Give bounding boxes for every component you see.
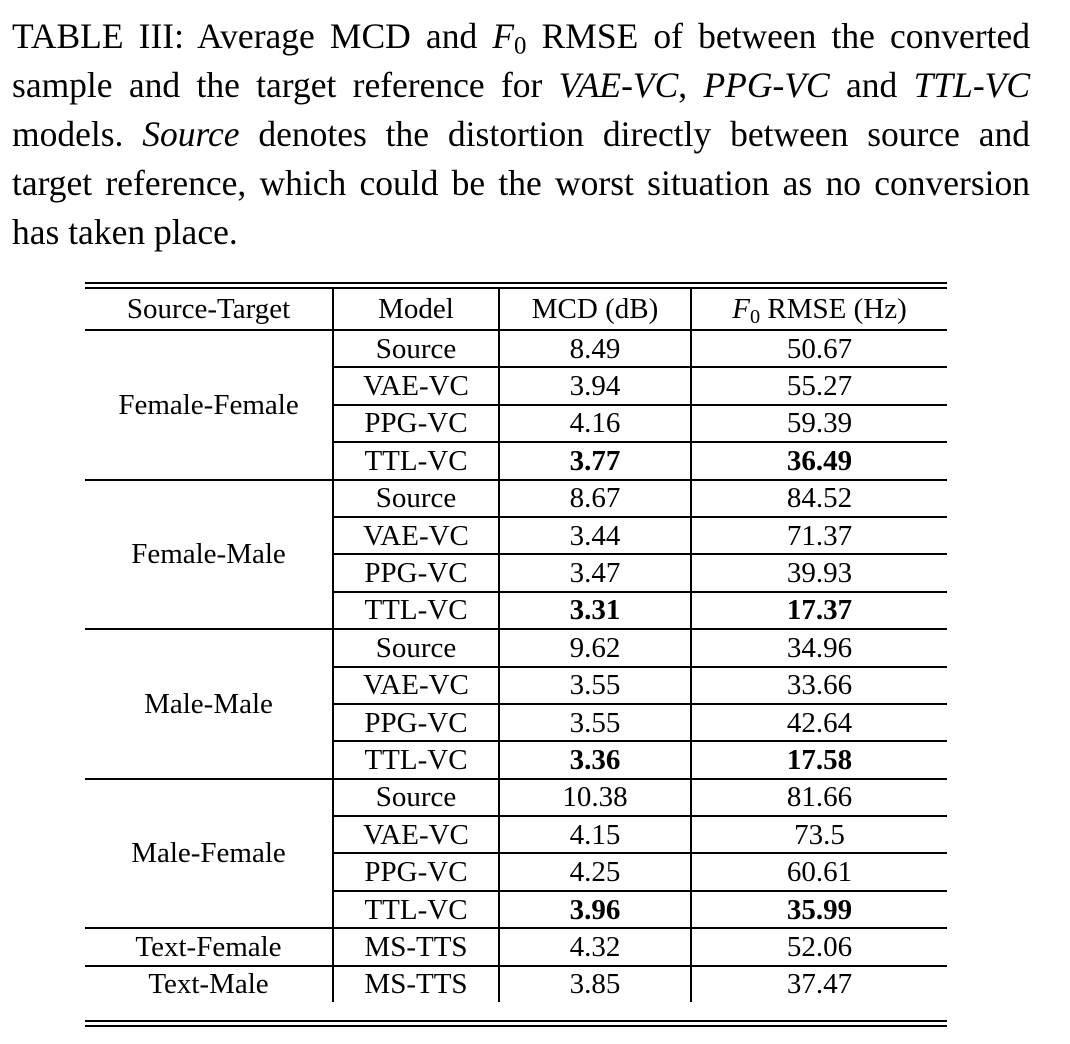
mcd-cell: 4.25 (499, 853, 691, 890)
table-caption: TABLE III: Average MCD and $F_0$ RMSE of between the converted sample and the target reference for VAE-VC, PPG-VC and TTL-VC models. Source denotes the distortion directly between source and target reference, which could be the worst situation as no conversion has taken place. (12, 16, 1031, 252)
f0-rmse-cell: 81.66 (691, 779, 947, 816)
caption-label: TABLE III: (12, 16, 184, 56)
mcd-cell: 3.96 (499, 891, 691, 928)
mcd-cell: 4.32 (499, 928, 691, 965)
model-cell: TTL-VC (333, 741, 499, 778)
f0-rmse-cell: 37.47 (691, 966, 947, 1002)
mcd-cell: 3.85 (499, 966, 691, 1002)
mcd-cell: 3.94 (499, 367, 691, 404)
mcd-cell: 3.36 (499, 741, 691, 778)
f0-rmse-cell: 17.58 (691, 741, 947, 778)
group-name-cell: Male-Male (85, 629, 333, 779)
f0-rmse-cell: 73.5 (691, 816, 947, 853)
table-row (85, 779, 947, 816)
f0-rmse-cell: 84.52 (691, 480, 947, 517)
f0-rmse-cell: 52.06 (691, 928, 947, 965)
model-cell: VAE-VC (333, 816, 499, 853)
table-row (85, 330, 947, 367)
model-cell: VAE-VC (333, 667, 499, 704)
model-cell: PPG-VC (333, 405, 499, 442)
model-cell: Source (333, 330, 499, 367)
model-cell: MS-TTS (333, 966, 499, 1002)
mcd-cell: 3.31 (499, 592, 691, 629)
f0-rmse-cell: 71.37 (691, 517, 947, 554)
mcd-cell: 3.77 (499, 442, 691, 479)
model-cell: PPG-VC (333, 853, 499, 890)
group-name-cell: Female-Male (85, 480, 333, 630)
mcd-cell: 10.38 (499, 779, 691, 816)
table-row (85, 966, 947, 1002)
group-name-cell: Male-Female (85, 779, 333, 929)
mcd-cell: 3.55 (499, 667, 691, 704)
table-row (85, 629, 947, 666)
model-cell: Source (333, 629, 499, 666)
model-cell: TTL-VC (333, 592, 499, 629)
mcd-cell: 4.15 (499, 816, 691, 853)
header-row (85, 289, 947, 330)
results-table-grid (85, 289, 947, 1002)
mcd-cell: 4.16 (499, 405, 691, 442)
model-cell: PPG-VC (333, 704, 499, 741)
f0-rmse-cell: 50.67 (691, 330, 947, 367)
header-source-target: Source-Target (126, 293, 291, 325)
group-name-cell: Text-Female (85, 928, 333, 965)
model-cell: TTL-VC (333, 891, 499, 928)
model-cell: TTL-VC (333, 442, 499, 479)
f0-rmse-cell: 39.93 (691, 554, 947, 591)
f0-rmse-cell: 60.61 (691, 853, 947, 890)
table-row (85, 480, 947, 517)
mcd-cell: 8.67 (499, 480, 691, 517)
mcd-cell: 8.49 (499, 330, 691, 367)
group-name-cell: Text-Male (85, 966, 333, 1002)
f0-rmse-cell: 17.37 (691, 592, 947, 629)
model-cell: VAE-VC (333, 517, 499, 554)
header-model: Model (333, 289, 499, 330)
header-mcd: MCD (dB) (499, 289, 691, 330)
f0-rmse-cell: 55.27 (691, 367, 947, 404)
bottom-rule (85, 1025, 947, 1027)
model-cell: Source (333, 480, 499, 517)
header-f0-rmse: $F_0$ RMSE (Hz) (691, 289, 947, 330)
mcd-cell: 3.47 (499, 554, 691, 591)
model-cell: VAE-VC (333, 367, 499, 404)
f0-rmse-cell: 34.96 (691, 629, 947, 666)
f0-rmse-cell: 36.49 (691, 442, 947, 479)
mcd-cell: 3.55 (499, 704, 691, 741)
table-row (85, 928, 947, 965)
model-cell: MS-TTS (333, 928, 499, 965)
model-cell: PPG-VC (333, 554, 499, 591)
f0-rmse-cell: 33.66 (691, 667, 947, 704)
mcd-cell: 9.62 (499, 629, 691, 666)
f0-rmse-cell: 59.39 (691, 405, 947, 442)
group-name-cell: Female-Female (85, 330, 333, 480)
table-body (85, 330, 947, 1002)
f0-rmse-cell: 42.64 (691, 704, 947, 741)
results-table (85, 282, 947, 1027)
mcd-cell: 3.44 (499, 517, 691, 554)
model-cell: Source (333, 779, 499, 816)
f0-rmse-cell: 35.99 (691, 891, 947, 928)
